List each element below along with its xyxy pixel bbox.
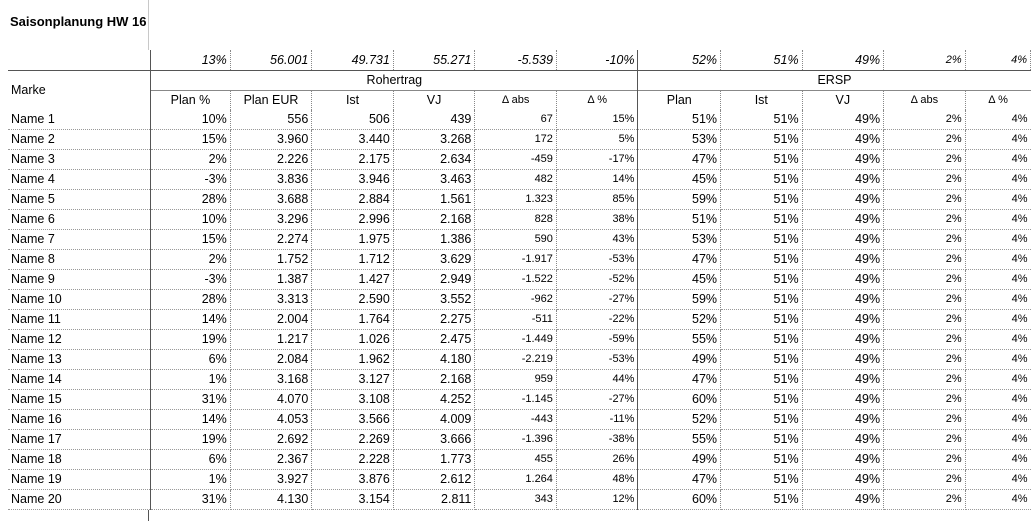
value-cell: 4% (965, 130, 1030, 150)
table-row (8, 170, 1031, 190)
value-cell: 1.773 (393, 450, 475, 470)
value-cell: 1.323 (475, 190, 557, 210)
value-cell: 31% (151, 490, 231, 510)
value-cell: 6% (151, 350, 231, 370)
table-row (8, 350, 1031, 370)
value-cell: -27% (556, 390, 638, 410)
value-cell: 53% (638, 130, 721, 150)
brand-name-cell: Name 10 (8, 290, 151, 310)
value-cell: 49% (802, 410, 884, 430)
value-cell: 3.666 (393, 430, 475, 450)
value-cell: 2% (884, 450, 966, 470)
value-cell: 4% (965, 270, 1030, 290)
value-cell: 4% (965, 230, 1030, 250)
total-cell: 4% (965, 50, 1030, 71)
value-cell: 1% (151, 470, 231, 490)
value-cell: 2% (884, 490, 966, 510)
value-cell: -27% (556, 290, 638, 310)
value-cell: 828 (475, 210, 557, 230)
value-cell: 959 (475, 370, 557, 390)
value-cell: 51% (638, 210, 721, 230)
value-cell: 3.927 (230, 470, 312, 490)
value-cell: 67 (475, 110, 557, 130)
value-cell: -511 (475, 310, 557, 330)
value-cell: 3.566 (312, 410, 394, 430)
column-header: VJ (393, 91, 475, 111)
value-cell: 4% (965, 290, 1030, 310)
value-cell: 2% (884, 470, 966, 490)
table-row (8, 370, 1031, 390)
value-cell: 53% (638, 230, 721, 250)
value-cell: 51% (721, 230, 803, 250)
value-cell: 51% (721, 430, 803, 450)
value-cell: 3.552 (393, 290, 475, 310)
value-cell: 14% (556, 170, 638, 190)
value-cell: 1.387 (230, 270, 312, 290)
brand-name-cell: Name 20 (8, 490, 151, 510)
total-cell: 49% (802, 50, 884, 71)
value-cell: 506 (312, 110, 394, 130)
value-cell: 49% (802, 150, 884, 170)
column-header: Plan (638, 91, 721, 111)
value-cell: 49% (802, 290, 884, 310)
value-cell: 52% (638, 310, 721, 330)
value-cell: 3.268 (393, 130, 475, 150)
value-cell: 1.712 (312, 250, 394, 270)
value-cell: 10% (151, 210, 231, 230)
value-cell: 2% (884, 170, 966, 190)
value-cell: 4.180 (393, 350, 475, 370)
value-cell: -11% (556, 410, 638, 430)
value-cell: 3.836 (230, 170, 312, 190)
column-header-row (8, 91, 1031, 111)
value-cell: 59% (638, 290, 721, 310)
total-cell: -10% (556, 50, 638, 71)
value-cell: 26% (556, 450, 638, 470)
value-cell: -17% (556, 150, 638, 170)
value-cell: 49% (802, 330, 884, 350)
value-cell: 14% (151, 310, 231, 330)
total-cell: 56.001 (230, 50, 312, 71)
table-row (8, 250, 1031, 270)
value-cell: 4% (965, 250, 1030, 270)
totals-row (8, 50, 1031, 71)
value-cell: 48% (556, 470, 638, 490)
column-header: Δ abs (475, 91, 557, 111)
value-cell: 51% (721, 290, 803, 310)
value-cell: 43% (556, 230, 638, 250)
rohertrag-group-header: Rohertrag (151, 71, 638, 91)
value-cell: 482 (475, 170, 557, 190)
value-cell: 2.274 (230, 230, 312, 250)
value-cell: 172 (475, 130, 557, 150)
table-row (8, 450, 1031, 470)
value-cell: 590 (475, 230, 557, 250)
total-cell: 49.731 (312, 50, 394, 71)
value-cell: 1.975 (312, 230, 394, 250)
value-cell: 52% (638, 410, 721, 430)
value-cell: -2.219 (475, 350, 557, 370)
value-cell: 2.884 (312, 190, 394, 210)
value-cell: 51% (721, 190, 803, 210)
value-cell: 49% (802, 430, 884, 450)
value-cell: 51% (638, 110, 721, 130)
value-cell: 47% (638, 150, 721, 170)
value-cell: 49% (802, 390, 884, 410)
value-cell: 51% (721, 450, 803, 470)
value-cell: 2% (884, 130, 966, 150)
value-cell: 1.962 (312, 350, 394, 370)
brand-name-cell: Name 2 (8, 130, 151, 150)
value-cell: 2.949 (393, 270, 475, 290)
brand-name-cell: Name 14 (8, 370, 151, 390)
column-header: Ist (721, 91, 803, 111)
value-cell: -1.396 (475, 430, 557, 450)
total-cell: 13% (151, 50, 231, 71)
value-cell: 14% (151, 410, 231, 430)
brand-column-header: Marke (8, 71, 151, 111)
value-cell: 15% (151, 230, 231, 250)
value-cell: 51% (721, 170, 803, 190)
value-cell: 59% (638, 190, 721, 210)
brand-name-cell: Name 13 (8, 350, 151, 370)
value-cell: 2.168 (393, 210, 475, 230)
value-cell: 3.876 (312, 470, 394, 490)
value-cell: 2% (151, 250, 231, 270)
brand-name-cell: Name 19 (8, 470, 151, 490)
value-cell: -53% (556, 350, 638, 370)
value-cell: 2.275 (393, 310, 475, 330)
value-cell: 51% (721, 490, 803, 510)
value-cell: 51% (721, 310, 803, 330)
value-cell: 2% (884, 330, 966, 350)
totals-label-cell (8, 50, 151, 71)
value-cell: 4% (965, 450, 1030, 470)
value-cell: 19% (151, 330, 231, 350)
value-cell: 49% (802, 170, 884, 190)
value-cell: 4.070 (230, 390, 312, 410)
value-cell: 1.561 (393, 190, 475, 210)
value-cell: 3.629 (393, 250, 475, 270)
value-cell: 51% (721, 110, 803, 130)
column-header: Δ abs (884, 91, 966, 111)
value-cell: 28% (151, 290, 231, 310)
value-cell: 4.009 (393, 410, 475, 430)
value-cell: 2.084 (230, 350, 312, 370)
value-cell: 51% (721, 210, 803, 230)
group-header-row (8, 71, 1031, 91)
table-row (8, 150, 1031, 170)
value-cell: 60% (638, 490, 721, 510)
value-cell: 4% (965, 430, 1030, 450)
value-cell: 5% (556, 130, 638, 150)
value-cell: 4% (965, 350, 1030, 370)
value-cell: 51% (721, 250, 803, 270)
column-header: VJ (802, 91, 884, 111)
value-cell: 45% (638, 170, 721, 190)
table-row (8, 110, 1031, 130)
value-cell: 2.226 (230, 150, 312, 170)
value-cell: 4.053 (230, 410, 312, 430)
brand-name-cell: Name 15 (8, 390, 151, 410)
value-cell: 4% (965, 390, 1030, 410)
value-cell: 51% (721, 470, 803, 490)
brand-name-cell: Name 3 (8, 150, 151, 170)
value-cell: 3.108 (312, 390, 394, 410)
value-cell: 2% (884, 190, 966, 210)
brand-name-cell: Name 9 (8, 270, 151, 290)
value-cell: -59% (556, 330, 638, 350)
table-row (8, 430, 1031, 450)
value-cell: 28% (151, 190, 231, 210)
value-cell: 1% (151, 370, 231, 390)
value-cell: 2% (884, 350, 966, 370)
value-cell: 4% (965, 330, 1030, 350)
value-cell: 2.590 (312, 290, 394, 310)
table-row (8, 290, 1031, 310)
total-cell: 55.271 (393, 50, 475, 71)
value-cell: 2.692 (230, 430, 312, 450)
value-cell: 2% (151, 150, 231, 170)
table-row (8, 210, 1031, 230)
value-cell: 85% (556, 190, 638, 210)
table-row (8, 230, 1031, 250)
value-cell: 49% (802, 450, 884, 470)
value-cell: 49% (802, 270, 884, 290)
value-cell: -1.145 (475, 390, 557, 410)
value-cell: 15% (556, 110, 638, 130)
value-cell: -22% (556, 310, 638, 330)
value-cell: 2.228 (312, 450, 394, 470)
value-cell: 3.154 (312, 490, 394, 510)
value-cell: 3.946 (312, 170, 394, 190)
value-cell: -53% (556, 250, 638, 270)
table-row (8, 190, 1031, 210)
value-cell: 1.752 (230, 250, 312, 270)
brand-name-cell: Name 12 (8, 330, 151, 350)
value-cell: 2.004 (230, 310, 312, 330)
value-cell: 3.440 (312, 130, 394, 150)
value-cell: 6% (151, 450, 231, 470)
value-cell: -962 (475, 290, 557, 310)
value-cell: 49% (802, 210, 884, 230)
value-cell: 4% (965, 470, 1030, 490)
value-cell: 60% (638, 390, 721, 410)
value-cell: 2% (884, 210, 966, 230)
value-cell: 2.367 (230, 450, 312, 470)
value-cell: 31% (151, 390, 231, 410)
value-cell: 51% (721, 390, 803, 410)
value-cell: 4% (965, 310, 1030, 330)
column-header: Δ % (965, 91, 1030, 111)
value-cell: 2% (884, 370, 966, 390)
value-cell: 49% (802, 230, 884, 250)
value-cell: 1.264 (475, 470, 557, 490)
value-cell: -3% (151, 270, 231, 290)
ersp-group-header: ERSP (638, 71, 1031, 91)
value-cell: -3% (151, 170, 231, 190)
value-cell: 4.252 (393, 390, 475, 410)
value-cell: 1.764 (312, 310, 394, 330)
table-row (8, 310, 1031, 330)
value-cell: 4% (965, 370, 1030, 390)
value-cell: 49% (802, 190, 884, 210)
value-cell: 2% (884, 410, 966, 430)
brand-name-cell: Name 1 (8, 110, 151, 130)
value-cell: 1.217 (230, 330, 312, 350)
value-cell: 2.996 (312, 210, 394, 230)
value-cell: 2.811 (393, 490, 475, 510)
brand-name-cell: Name 6 (8, 210, 151, 230)
value-cell: 343 (475, 490, 557, 510)
value-cell: 2% (884, 310, 966, 330)
value-cell: 2% (884, 250, 966, 270)
total-cell: 2% (884, 50, 966, 71)
value-cell: -52% (556, 270, 638, 290)
value-cell: 44% (556, 370, 638, 390)
table-body (8, 110, 1031, 510)
value-cell: 45% (638, 270, 721, 290)
value-cell: 1.386 (393, 230, 475, 250)
value-cell: 439 (393, 110, 475, 130)
value-cell: -443 (475, 410, 557, 430)
value-cell: 51% (721, 370, 803, 390)
total-cell: 52% (638, 50, 721, 71)
value-cell: 2.634 (393, 150, 475, 170)
value-cell: 49% (802, 350, 884, 370)
value-cell: 2% (884, 230, 966, 250)
value-cell: -1.917 (475, 250, 557, 270)
value-cell: 2% (884, 390, 966, 410)
value-cell: 2% (884, 110, 966, 130)
value-cell: 12% (556, 490, 638, 510)
total-cell: 51% (721, 50, 803, 71)
value-cell: 51% (721, 410, 803, 430)
value-cell: -1.522 (475, 270, 557, 290)
value-cell: 2% (884, 270, 966, 290)
value-cell: 4% (965, 170, 1030, 190)
value-cell: 49% (802, 110, 884, 130)
value-cell: 2% (884, 430, 966, 450)
value-cell: 19% (151, 430, 231, 450)
value-cell: 15% (151, 130, 231, 150)
value-cell: 55% (638, 330, 721, 350)
value-cell: 1.427 (312, 270, 394, 290)
column-header: Plan EUR (230, 91, 312, 111)
table-row (8, 390, 1031, 410)
value-cell: 51% (721, 330, 803, 350)
table-row (8, 330, 1031, 350)
brand-name-cell: Name 7 (8, 230, 151, 250)
value-cell: 4% (965, 210, 1030, 230)
value-cell: 47% (638, 370, 721, 390)
table-row (8, 470, 1031, 490)
column-divider (148, 0, 149, 50)
column-divider (148, 510, 149, 521)
value-cell: -38% (556, 430, 638, 450)
value-cell: 2.612 (393, 470, 475, 490)
value-cell: 49% (802, 130, 884, 150)
value-cell: 556 (230, 110, 312, 130)
value-cell: 47% (638, 250, 721, 270)
value-cell: 4.130 (230, 490, 312, 510)
value-cell: 4% (965, 190, 1030, 210)
season-planning-table (8, 50, 1031, 510)
value-cell: 2.168 (393, 370, 475, 390)
brand-name-cell: Name 11 (8, 310, 151, 330)
brand-name-cell: Name 4 (8, 170, 151, 190)
value-cell: 49% (802, 370, 884, 390)
value-cell: 2% (884, 290, 966, 310)
value-cell: 3.960 (230, 130, 312, 150)
value-cell: 49% (802, 470, 884, 490)
total-cell: -5.539 (475, 50, 557, 71)
value-cell: 4% (965, 150, 1030, 170)
value-cell: 1.026 (312, 330, 394, 350)
value-cell: 2.175 (312, 150, 394, 170)
column-header: Plan % (151, 91, 231, 111)
table-row (8, 490, 1031, 510)
value-cell: 51% (721, 350, 803, 370)
value-cell: 49% (638, 450, 721, 470)
value-cell: 2.269 (312, 430, 394, 450)
brand-name-cell: Name 16 (8, 410, 151, 430)
value-cell: 49% (802, 250, 884, 270)
value-cell: 4% (965, 110, 1030, 130)
brand-name-cell: Name 5 (8, 190, 151, 210)
value-cell: 38% (556, 210, 638, 230)
brand-name-cell: Name 17 (8, 430, 151, 450)
value-cell: 47% (638, 470, 721, 490)
value-cell: 51% (721, 130, 803, 150)
value-cell: 3.127 (312, 370, 394, 390)
page-title: Saisonplanung HW 16 (10, 14, 147, 29)
table-row (8, 130, 1031, 150)
value-cell: 3.168 (230, 370, 312, 390)
column-header: Ist (312, 91, 394, 111)
brand-name-cell: Name 8 (8, 250, 151, 270)
value-cell: 10% (151, 110, 231, 130)
value-cell: 51% (721, 150, 803, 170)
value-cell: 4% (965, 410, 1030, 430)
table-row (8, 410, 1031, 430)
brand-name-cell: Name 18 (8, 450, 151, 470)
value-cell: -459 (475, 150, 557, 170)
value-cell: -1.449 (475, 330, 557, 350)
value-cell: 455 (475, 450, 557, 470)
value-cell: 3.296 (230, 210, 312, 230)
value-cell: 3.313 (230, 290, 312, 310)
value-cell: 3.463 (393, 170, 475, 190)
value-cell: 51% (721, 270, 803, 290)
value-cell: 2% (884, 150, 966, 170)
value-cell: 4% (965, 490, 1030, 510)
value-cell: 3.688 (230, 190, 312, 210)
column-header: Δ % (556, 91, 638, 111)
value-cell: 55% (638, 430, 721, 450)
value-cell: 49% (638, 350, 721, 370)
value-cell: 2.475 (393, 330, 475, 350)
value-cell: 49% (802, 490, 884, 510)
table-row (8, 270, 1031, 290)
value-cell: 49% (802, 310, 884, 330)
